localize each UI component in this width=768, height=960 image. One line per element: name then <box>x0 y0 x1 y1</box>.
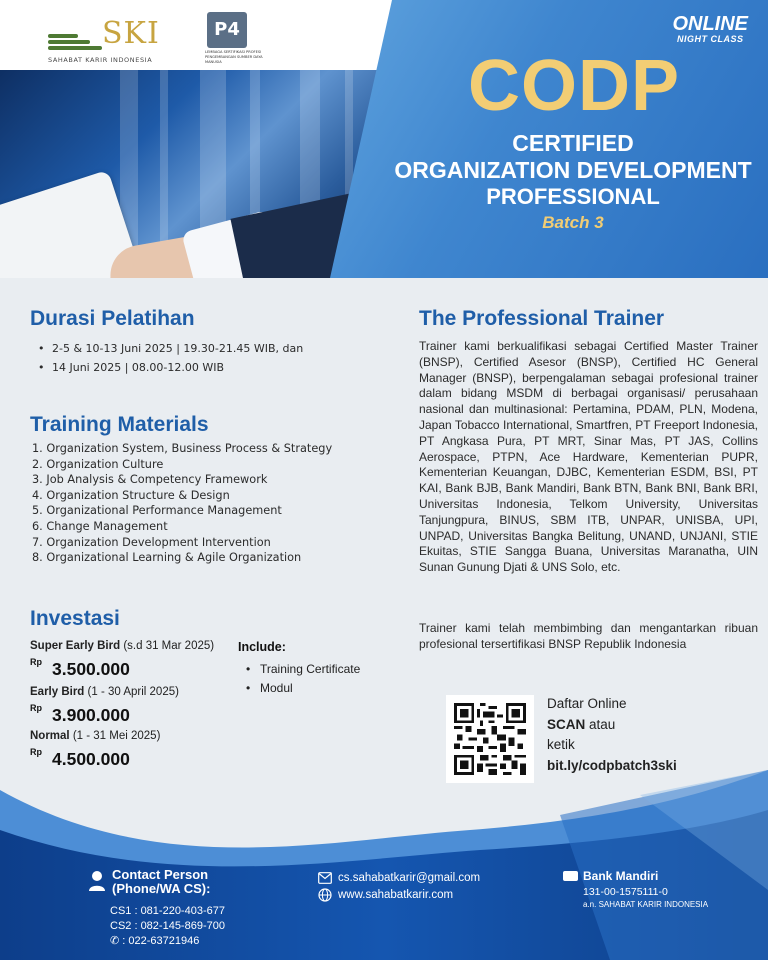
durasi-list <box>38 339 303 377</box>
trainer-description: Trainer kami berkualifikasi sebagai Certified Master Trainer (BNSP), Certified Asesor (BNSP), Certified HC General Manager (BNSP), berpengalaman sebagai profesional trainer dalam bidang MSDM di berbagai organisasi/ perusahaan nasional dan multinasional: Pertamina, PDAM, PLN, Modena, Japan Tobacco International, Smartfren, PT Freeport Indonesia, PT Angkasa Pura, PT MRT, Sinar Mas, PT JAS, Collins Aerospace, PTPN, Ace Hardware, Kementerian PUPR, Kementerian Keuangan, DJBC, Kementerian ESDM, BSI, PT KAI, Bank BJB, Bank Mandiri, Bank BTN, Bank BNI, Bank BRI, Universitas Indonesia, Telkom University, Universitas Tanjungpura, BINUS, SBM ITB, UNPAR, UNISBA, UPI, UNPAD, Universitas Bangka Belitung, UNAND, UNJANI, STIE Ekuitas, STIE Sangga Buana, Universitas Maranatha, UIN Sunan Gunung Djati & UNS Solo, etc. <box>419 339 758 575</box>
course-acronym: CODP <box>467 46 681 126</box>
title-line-2: ORGANIZATION DEVELOPMENT <box>394 157 752 183</box>
material-item: 3. Job Analysis & Competency Framework <box>32 473 268 487</box>
material-item: 8. Organizational Learning & Agile Organization <box>32 551 302 565</box>
trainer-heading: The Professional Trainer <box>419 307 665 330</box>
include-item: • Modul <box>238 679 360 698</box>
lsp-logo <box>205 12 265 66</box>
course-title <box>388 130 758 236</box>
currency-label: Rp <box>30 747 42 757</box>
online-label: ONLINE <box>672 13 748 35</box>
material-item: 6. Change Management <box>32 519 168 533</box>
bank-name: Bank Mandiri <box>583 869 659 883</box>
investasi-heading: Investasi <box>30 607 120 630</box>
include-list <box>238 660 360 698</box>
contact-subtitle: (Phone/WA CS): <box>112 881 211 896</box>
material-item: 5. Organizational Performance Management <box>32 504 282 518</box>
registration-link[interactable]: bit.ly/codpbatch3ski <box>547 757 677 773</box>
materials-list <box>32 441 332 566</box>
ski-tagline: SAHABAT KARIR INDONESIA <box>48 56 153 64</box>
durasi-item: • 2-5 & 10-13 Juni 2025 | 19.30-21.45 WIB, dan <box>38 339 303 358</box>
tier-price: 3.900.000 <box>52 705 130 725</box>
material-item: 2. Organization Culture <box>32 457 164 471</box>
contact-title: Contact Person <box>112 867 209 882</box>
ski-logo-text: SKI <box>102 16 160 51</box>
batch-label: Batch 3 <box>542 213 604 232</box>
website-link[interactable]: www.sahabatkarir.com <box>338 889 454 901</box>
tier-name: Normal <box>30 730 70 742</box>
tier-name: Super Early Bird <box>30 640 121 652</box>
registration-info <box>547 694 677 776</box>
contact-section <box>88 868 225 949</box>
ski-logo <box>48 18 178 68</box>
atau-label: atau <box>585 716 616 732</box>
include-item: • Training Certificate <box>238 660 360 679</box>
tier-period: (1 - 31 Mei 2025) <box>72 730 161 742</box>
phone-icon: ✆ <box>110 935 120 947</box>
include-heading: Include: <box>238 640 286 654</box>
office-phone[interactable]: : 022-63721946 <box>122 935 200 947</box>
include-section <box>238 640 360 698</box>
durasi-item: • 14 Juni 2025 | 08.00-12.00 WIB <box>38 358 303 377</box>
lsp-badge: P4 <box>207 12 247 48</box>
header-banner <box>0 0 768 278</box>
ketik-label: ketik <box>547 737 575 752</box>
email-address[interactable]: cs.sahabatkarir@gmail.com <box>338 872 481 884</box>
tier-period: (1 - 30 April 2025) <box>87 686 179 698</box>
material-item: 7. Organization Development Intervention <box>32 535 271 549</box>
bank-account: 131-00-1575111-0 <box>583 886 668 898</box>
title-line-3: PROFESSIONAL <box>486 184 660 209</box>
currency-label: Rp <box>30 703 42 713</box>
price-tier-super-early <box>30 640 215 679</box>
cs1-phone[interactable]: CS1 : 081-220-403-677 <box>110 905 225 917</box>
qr-icon <box>454 703 526 775</box>
card-icon <box>563 871 578 881</box>
globe-icon <box>318 888 332 902</box>
online-contact <box>318 870 480 904</box>
currency-label: Rp <box>30 657 42 667</box>
tier-name: Early Bird <box>30 686 85 698</box>
night-class-label: NIGHT CLASS <box>676 34 744 44</box>
cs2-phone[interactable]: CS2 : 082-145-869-700 <box>110 920 225 932</box>
price-tier-normal <box>30 730 161 769</box>
person-icon <box>88 870 106 892</box>
hero-photo <box>0 70 392 278</box>
material-item: 4. Organization Structure & Design <box>32 488 230 502</box>
mail-icon <box>318 872 332 884</box>
durasi-heading: Durasi Pelatihan <box>30 307 195 330</box>
material-item: 1. Organization System, Business Process & Strategy <box>32 442 333 455</box>
scan-label: SCAN <box>547 716 586 732</box>
title-line-1: CERTIFIED <box>512 130 634 156</box>
bank-info <box>563 869 708 909</box>
bank-account-name: a.n. SAHABAT KARIR INDONESIA <box>583 900 709 909</box>
materials-heading: Training Materials <box>30 413 209 436</box>
daftar-online-label: Daftar Online <box>547 696 627 711</box>
lsp-tagline: LEMBAGA SERTIFIKASI PROFESI PENGEMBANGAN SUMBER DAYA MANUSIA <box>205 50 263 64</box>
trainer-achievement: Trainer kami telah membimbing dan mengantarkan ribuan profesional tersertifikasi BNSP Republik Indonesia <box>419 621 758 651</box>
online-badge <box>672 14 748 44</box>
tier-price: 4.500.000 <box>52 749 130 769</box>
tier-price: 3.500.000 <box>52 659 130 679</box>
tier-period: (s.d 31 Mar 2025) <box>123 640 215 652</box>
price-tier-early <box>30 686 179 725</box>
